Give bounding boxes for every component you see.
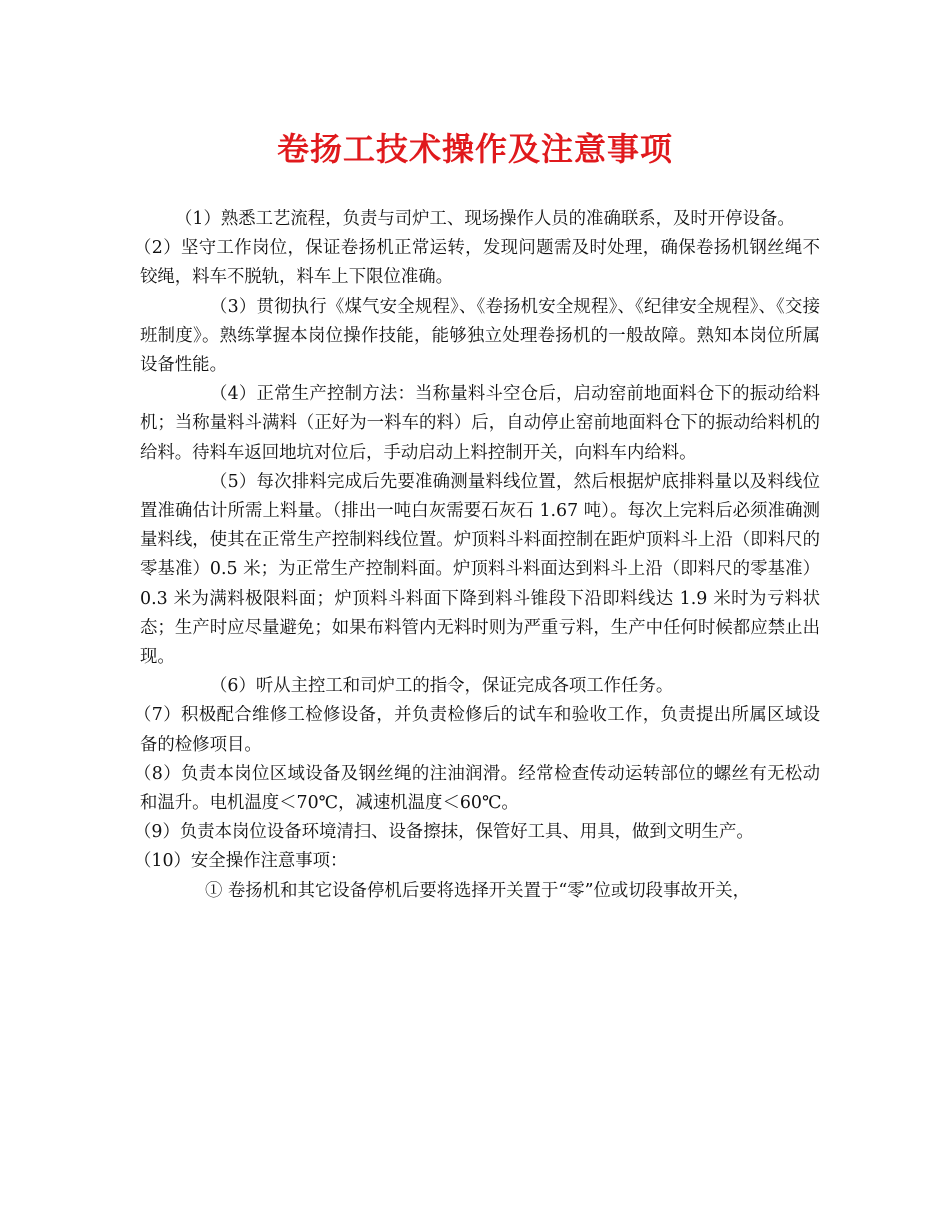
paragraph-2: （2）坚守工作岗位，保证卷扬机正常运转，发现问题需及时处理，确保卷扬机钢丝绳不铰绳，料车不脱轨，料车上下限位准确。 bbox=[134, 238, 820, 288]
paragraph-8: （8）负责本岗位区域设备及钢丝绳的注油润滑。经常检查传动运转部位的螺丝有无松动和温升。电机温度＜70℃，减速机温度＜60℃。 bbox=[134, 763, 820, 814]
document-body bbox=[134, 205, 820, 906]
paragraph-10: （10）安全操作注意事项： bbox=[134, 851, 348, 872]
paragraph-11: ① 卷扬机和其它设备停机后要将选择开关置于“零”位或切段事故开关， bbox=[205, 880, 751, 901]
paragraph-4: （4）正常生产控制方法：当称量料斗空仓后，启动窑前地面料仓下的振动给料机；当称量料斗满料（正好为一料车的料）后，自动停止窑前地面料仓下的振动给料机的给料。待料车返回地坑对位后，手动启动上料控制开关，向料车内给料。 bbox=[140, 384, 820, 463]
paragraph-6: （6）听从主控工和司炉工的指令，保证完成各项工作任务。 bbox=[210, 676, 674, 697]
document-title: 卷扬工技术操作及注意事项 bbox=[276, 130, 673, 168]
paragraph-5: （5）每次排料完成后先要准确测量料线位置，然后根据炉底排料量以及料线位置准确估计所需上料量。（排出一吨白灰需要石灰石 1.67 吨）。每次上完料后必须准确测量料线，使其在正常生产控制料线位置。炉顶料斗料面控制在距炉顶料斗上沿（即料尺的零基准）0.5 米；为正常生产控制料面。炉顶料斗料面达到料斗上沿（即料尺的零基准）0.3 米为满料极限料面；炉顶料斗料面下降到料斗锥段下沿即料线达 1.9 米时为亏料状态；生产时应尽量避免；如果布料管内无料时则为严重亏料，生产中任何时候都应禁止出现。 bbox=[140, 471, 820, 668]
paragraph-7: （7）积极配合维修工检修设备，并负责检修后的试车和验收工作，负责提出所属区域设备的检修项目。 bbox=[134, 705, 820, 755]
paragraph-1: （1）熟悉工艺流程，负责与司炉工、现场操作人员的准确联系，及时开停设备。 bbox=[175, 209, 795, 229]
paragraph-3: （3）贯彻执行《煤气安全规程》、《卷扬机安全规程》、《纪律安全规程》、《交接班制度》。熟练掌握本岗位操作技能，能够独立处理卷扬机的一般故障。熟知本岗位所属设备性能。 bbox=[140, 296, 820, 376]
paragraph-9: （9）负责本岗位设备环境清扫、设备擦抹，保管好工具、用具，做到文明生产。 bbox=[134, 822, 754, 843]
